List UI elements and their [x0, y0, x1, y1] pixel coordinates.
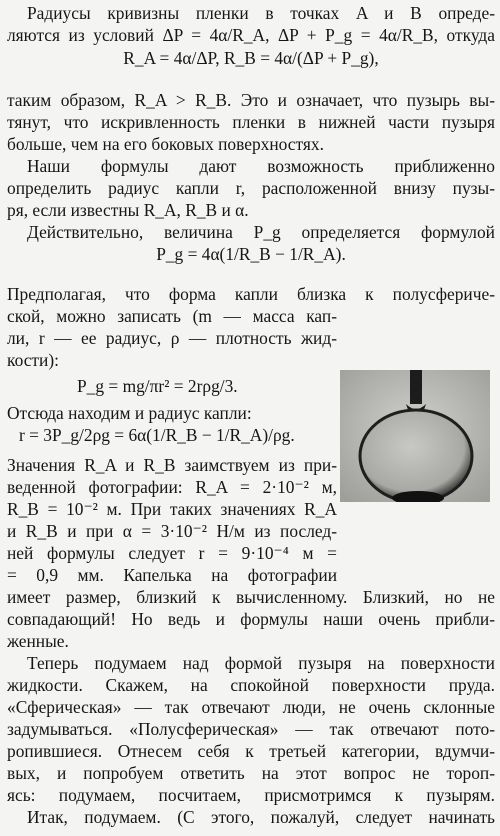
formula: P_g = mg/πr² = 2rρg/3. [77, 376, 238, 396]
text-line: ясь: подумаем, посчитаем, присмотримся к пузырям. [7, 785, 495, 805]
text-line: ней формулы следует r = 9·10⁻⁴ м = [7, 543, 337, 563]
bubble-photo [340, 370, 490, 502]
text-line: имеет размер, близкий к вычисленному. Близкий, но не [7, 587, 495, 607]
text-line: «Сферическая» — так отвечают люди, не очень склонные [7, 697, 495, 717]
text-line: ропившиеся. Отнесем себя к третьей категории, вдумчи- [7, 741, 495, 761]
text-line: тянут, что искривленность пленки в нижней части пузыря [7, 112, 495, 132]
text-line: совпадающий! Но ведь и формулы наши очень прибли- [7, 609, 495, 629]
text-line: ря, если известны R_A, R_B и α. [7, 200, 249, 220]
text-line: ляются из условий ΔP = 4α/R_A, ΔP + P_g = 4α/R_B, откуда [7, 25, 495, 45]
text-line: ской, можно записать (m — масса кап- [7, 306, 337, 326]
formula: P_g = 4α(1/R_B − 1/R_A). [156, 244, 346, 264]
text-line: Наши формулы дают возможность приближенно [27, 156, 495, 176]
formula: R_A = 4α/ΔP, R_B = 4α/(ΔP + P_g), [123, 48, 379, 68]
text-line: Действительно, величина P_g определяется формулой [27, 222, 495, 242]
text-line: кости): [7, 350, 59, 370]
text-line: Предполагая, что форма капли близка к полусфериче- [7, 284, 495, 304]
formula: r = 3P_g/2ρg = 6α(1/R_B − 1/R_A)/ρg. [19, 425, 295, 445]
text-line: таким образом, R_A > R_B. Это и означает, что пузырь вы- [7, 90, 495, 110]
text-line: R_B = 10⁻² м. При таких значениях R_A [7, 499, 337, 519]
text-line: жидкости. Скажем, на спокойной поверхности пруда. [7, 675, 495, 695]
bubble-on-tube-image [340, 370, 490, 502]
text-line: Отсюда находим и радиус капли: [7, 403, 252, 423]
text-line: ли, r — ее радиус, ρ — плотность жид- [7, 328, 337, 348]
text-line: больше, чем на его боковых поверхностях. [7, 134, 324, 154]
text-line: Итак, подумаем. (С этого, пожалуй, следует начинать [27, 807, 495, 827]
text-line: определить радиус капли r, расположенной внизу пузы- [7, 178, 495, 198]
text-line: задумываться. «Полусферическая» — так отвечают пото- [7, 719, 495, 739]
text-line: вых, и попробуем ответить на этот вопрос не тороп- [7, 763, 495, 783]
text-line: = 0,9 мм. Капелька на фотографии [7, 565, 337, 585]
text-line: и R_B и при α = 3·10⁻² Н/м из послед- [7, 521, 337, 541]
text-line: Радиусы кривизны пленки в точках A и B опреде- [27, 3, 495, 23]
text-line: Значения R_A и R_B заимствуем из при- [7, 455, 337, 475]
text-line: Теперь подумаем над формой пузыря на поверхности [27, 653, 495, 673]
text-line: женные. [7, 631, 69, 651]
text-line: веденной фотографии: R_A = 2·10⁻² м, [7, 477, 337, 497]
